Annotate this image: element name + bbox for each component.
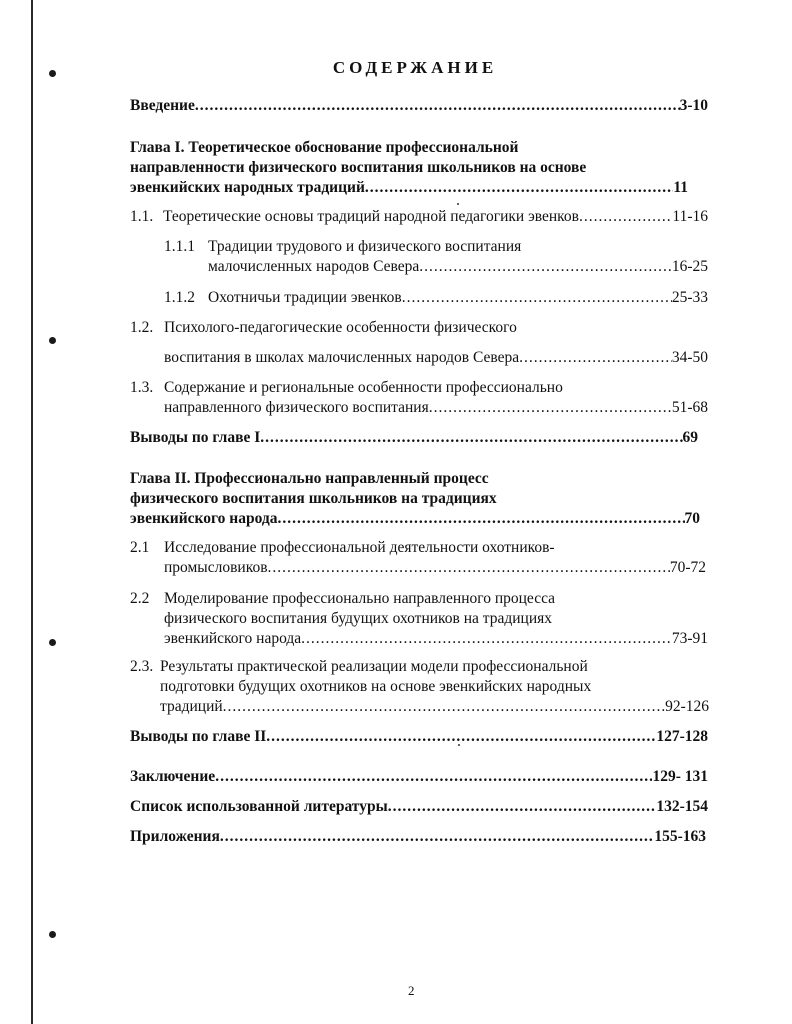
toc-entry-1-2[interactable] bbox=[130, 318, 708, 368]
page-number: 2 bbox=[408, 983, 415, 998]
toc-label: малочисленных народов Севера bbox=[208, 258, 420, 275]
section-number: 2.1 bbox=[130, 539, 150, 556]
section-number: 1.1. bbox=[130, 208, 154, 225]
toc-label: Заключение bbox=[130, 768, 216, 785]
toc-entry-1-1-1[interactable] bbox=[164, 237, 708, 277]
section-number: 1.2. bbox=[130, 319, 154, 336]
toc-pages: 11-16 bbox=[672, 208, 708, 225]
punch-hole bbox=[49, 337, 56, 344]
toc-label: воспитания в школах малочисленных народов Севера bbox=[164, 349, 520, 366]
toc-pages: 16-25 bbox=[671, 258, 708, 275]
section-number: 2.2 bbox=[130, 590, 150, 607]
toc-label: Моделирование профессионально направленного процесса bbox=[164, 590, 556, 607]
punch-hole bbox=[49, 931, 56, 938]
toc-label: направленного физического воспитания bbox=[164, 399, 429, 416]
toc-label: физического воспитания школьников на традициях bbox=[130, 490, 497, 507]
toc-entry-appendices[interactable] bbox=[130, 827, 706, 847]
toc-pages: 25-33 bbox=[671, 289, 708, 306]
toc-label: Выводы по главе II bbox=[130, 728, 267, 745]
scan-left-border bbox=[31, 0, 33, 1024]
toc-entry-2-3[interactable] bbox=[130, 657, 709, 717]
toc-pages: 73-91 bbox=[671, 630, 708, 647]
toc-label: Введение bbox=[130, 97, 195, 114]
toc-entry-conclusions-1[interactable] bbox=[130, 428, 698, 448]
toc-pages: 70 bbox=[684, 510, 700, 527]
toc-entry-1-1[interactable] bbox=[130, 207, 708, 227]
page-title: СОДЕРЖАНИЕ bbox=[332, 58, 498, 77]
toc-label: Глава II. Профессионально направленный процесс bbox=[130, 470, 489, 487]
toc-pages: 155-163 bbox=[654, 828, 706, 845]
toc-label: Теоретические основы традиций народной педагогики эвенков bbox=[163, 208, 579, 225]
section-number: 2.3. bbox=[130, 658, 154, 675]
toc-label: Выводы по главе I bbox=[130, 429, 261, 446]
toc-entry-1-1-2[interactable] bbox=[164, 288, 708, 308]
toc-pages: 129- 131 bbox=[652, 768, 708, 785]
toc-entry-conclusions-2[interactable] bbox=[130, 727, 708, 747]
toc-label: Исследование профессиональной деятельности охотников- bbox=[164, 539, 555, 556]
toc-label: подготовки будущих охотников на основе эвенкийских народных bbox=[160, 678, 592, 695]
toc-label: эвенкийского народа bbox=[130, 510, 278, 527]
toc-pages: 69 bbox=[682, 429, 698, 446]
toc-label: традиций bbox=[160, 698, 223, 715]
section-number: 1.3. bbox=[130, 379, 154, 396]
toc-label: Традиции трудового и физического воспитания bbox=[208, 238, 522, 255]
section-number: 1.1.1 bbox=[164, 238, 195, 255]
toc-entry-intro[interactable] bbox=[130, 96, 708, 116]
toc-pages: 132-154 bbox=[656, 798, 708, 815]
toc-entry-chapter-2[interactable] bbox=[130, 469, 700, 529]
toc-label: Приложения bbox=[130, 828, 220, 845]
punch-hole bbox=[49, 639, 56, 646]
toc-pages: 3-10 bbox=[679, 97, 708, 114]
toc-label: Глава I. Теоретическое обоснование профессиональной bbox=[130, 139, 519, 156]
toc-pages: 92-126 bbox=[665, 698, 709, 715]
toc-entry-chapter-1[interactable] bbox=[130, 138, 688, 198]
toc-entry-1-3[interactable] bbox=[130, 378, 708, 418]
toc-label: Психолого-педагогические особенности физического bbox=[164, 319, 517, 336]
toc-label: Охотничьи традиции эвенков bbox=[208, 289, 402, 306]
toc-pages: 34-50 bbox=[671, 349, 708, 366]
section-number: 1.1.2 bbox=[164, 289, 195, 306]
toc-label: эвенкийского народа bbox=[164, 630, 302, 647]
scan-speck bbox=[457, 203, 459, 205]
toc-label: физического воспитания будущих охотников на традициях bbox=[164, 610, 553, 627]
toc-label: направленности физического воспитания школьников на основе bbox=[130, 159, 587, 176]
toc-entry-references[interactable] bbox=[130, 797, 708, 817]
toc-entry-conclusion[interactable] bbox=[130, 767, 708, 787]
toc-pages: 70-72 bbox=[669, 559, 706, 576]
toc-entry-2-2[interactable] bbox=[130, 589, 708, 649]
toc-pages: 51-68 bbox=[671, 399, 708, 416]
toc-label: Результаты практической реализации модели профессиональной bbox=[160, 658, 588, 675]
toc-label: Список использованной литературы bbox=[130, 798, 388, 815]
toc-label: эвенкийских народных традиций bbox=[130, 179, 365, 196]
toc-pages: 11 bbox=[673, 179, 688, 196]
toc-pages: 127-128 bbox=[656, 728, 708, 745]
toc-label: промысловиков bbox=[164, 559, 268, 576]
toc-entry-2-1[interactable] bbox=[130, 538, 706, 578]
toc-label: Содержание и региональные особенности профессионально bbox=[164, 379, 563, 396]
